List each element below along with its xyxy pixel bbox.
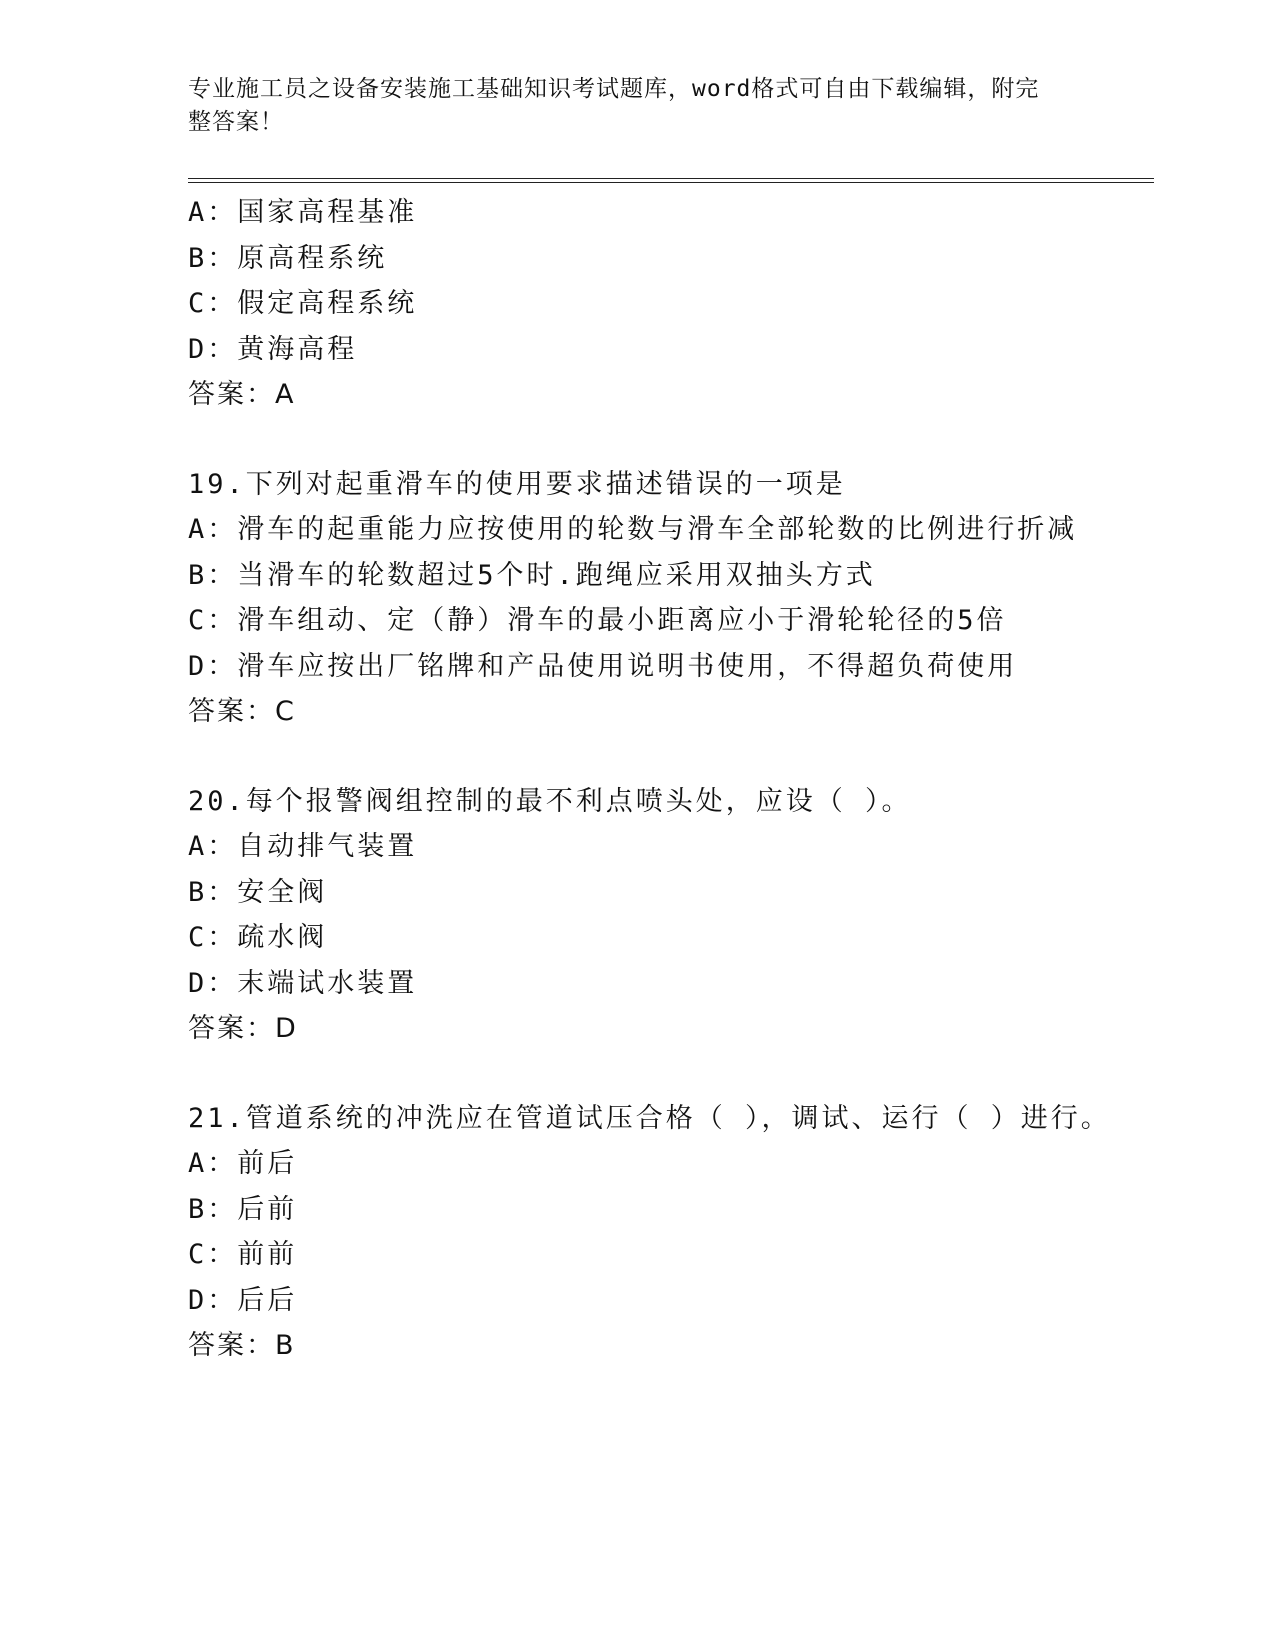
header-divider-top <box>188 178 1154 179</box>
option-c: C：假定高程系统 <box>188 288 418 319</box>
question-stem: 20.每个报警阀组控制的最不利点喷头处，应设（ ）。 <box>188 785 912 817</box>
answer: 答案：A <box>188 379 296 410</box>
option-b: B：安全阀 <box>188 876 328 908</box>
question-21 <box>188 1096 1188 1369</box>
answer: 答案：C <box>188 696 296 727</box>
option-d: D：末端试水装置 <box>188 967 418 999</box>
question-20 <box>188 779 1188 1052</box>
option-a: A：前后 <box>188 1148 298 1179</box>
option-d: D：后后 <box>188 1284 298 1316</box>
option-a: A：滑车的起重能力应按使用的轮数与滑车全部轮数的比例进行折减 <box>188 514 1078 545</box>
option-c: C：滑车组动、定（静）滑车的最小距离应小于滑轮轮径的5倍 <box>188 605 1007 636</box>
question-stem: 19.下列对起重滑车的使用要求描述错误的一项是 <box>188 468 846 500</box>
option-b: B：后前 <box>188 1193 298 1225</box>
option-c: C：疏水阀 <box>188 922 328 953</box>
answer: 答案：B <box>188 1330 296 1361</box>
option-a: A：国家高程基准 <box>188 197 418 228</box>
document-header <box>188 73 1068 139</box>
option-c: C：前前 <box>188 1239 298 1270</box>
option-b: B：原高程系统 <box>188 242 388 274</box>
option-a: A：自动排气装置 <box>188 831 418 862</box>
header-line-1: 专业施工员之设备安装施工基础知识考试题库，word格式可自由下载编辑，附完 <box>188 76 1040 102</box>
question-list <box>188 190 1188 1369</box>
option-b: B：当滑车的轮数超过5个时.跑绳应采用双抽头方式 <box>188 559 876 591</box>
answer: 答案：D <box>188 1013 298 1044</box>
question-stem: 21.管道系统的冲洗应在管道试压合格（ ），调试、运行（ ）进行。 <box>188 1102 1111 1134</box>
question-18 <box>188 190 1188 418</box>
option-d: D：黄海高程 <box>188 333 358 365</box>
option-d: D：滑车应按出厂铭牌和产品使用说明书使用，不得超负荷使用 <box>188 650 1018 682</box>
question-19 <box>188 462 1188 735</box>
header-line-2: 整答案！ <box>188 109 284 135</box>
header-divider-bottom <box>188 182 1154 183</box>
